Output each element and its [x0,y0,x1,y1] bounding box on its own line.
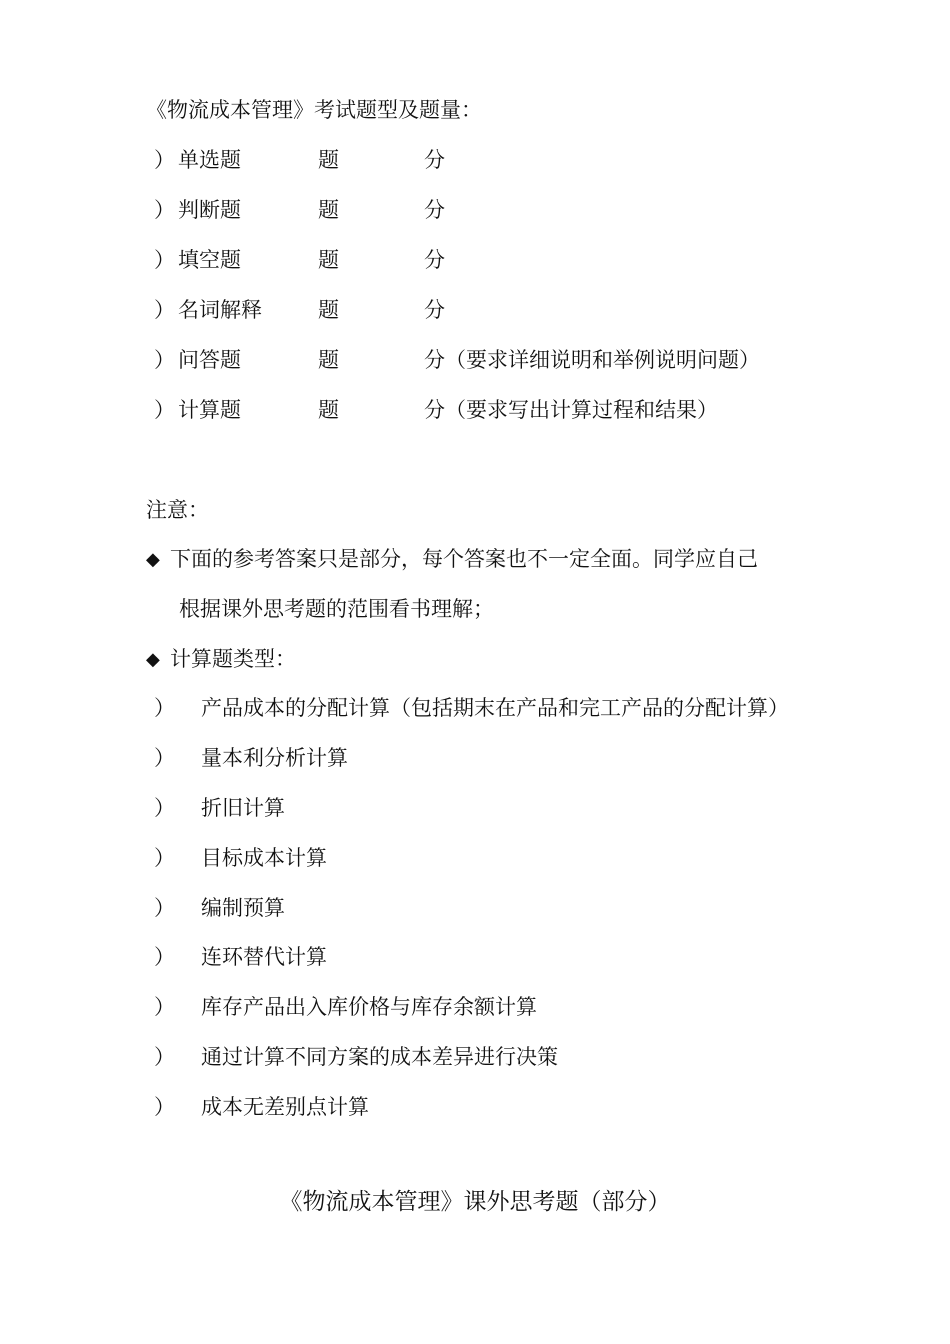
calc-type-text: 库存产品出入库价格与库存余额计算 [201,995,537,1019]
calc-type-item [154,744,854,772]
question-type-row [154,346,854,374]
question-type-row [154,396,854,424]
calc-types-bullet [146,645,296,674]
calc-type-text: 通过计算不同方案的成本差异进行决策 [201,1045,558,1069]
row-paren: ） [154,298,175,322]
question-count-unit: 题 [318,198,339,222]
row-paren: ） [154,995,175,1019]
row-paren: ） [154,796,175,820]
diamond-bullet-icon: ◆ [146,549,160,570]
notes-heading: 注意： [146,498,209,522]
calc-types-heading: 计算题类型： [170,647,296,671]
question-type-row [154,246,854,274]
question-type-row [154,196,854,224]
note-bullet [146,545,758,574]
calc-type-item [154,794,854,822]
question-type-name: 问答题 [178,348,241,372]
note-text: 下面的参考答案只是部分，每个答案也不一定全面。同学应自己 [170,547,758,571]
score-unit: 分 [424,148,445,172]
row-paren: ） [154,746,175,770]
section-title: 《物流成本管理》课外思考题（部分） [279,1189,671,1215]
question-type-row [154,146,854,174]
score-unit: 分 [424,298,445,322]
question-count-unit: 题 [318,398,339,422]
row-paren: ） [154,846,175,870]
row-paren: ） [154,148,175,172]
calc-type-item [154,1093,854,1121]
question-type-name: 判断题 [178,198,241,222]
row-paren: ） [154,248,175,272]
calc-type-text: 量本利分析计算 [201,746,348,770]
question-type-name: 名词解释 [178,298,262,322]
question-count-unit: 题 [318,248,339,272]
question-type-name: 单选题 [178,148,241,172]
score-unit: 分（要求写出计算过程和结果） [424,398,718,422]
calc-type-item [154,694,854,722]
question-count-unit: 题 [318,298,339,322]
row-paren: ） [154,945,175,969]
calc-type-item [154,993,854,1021]
row-paren: ） [154,696,175,720]
question-count-unit: 题 [318,148,339,172]
calc-type-text: 折旧计算 [201,796,285,820]
row-paren: ） [154,398,175,422]
diamond-bullet-icon: ◆ [146,649,160,670]
question-type-name: 填空题 [178,248,241,272]
note-text-continuation: 根据课外思考题的范围看书理解； [179,597,494,621]
question-type-name: 计算题 [178,398,241,422]
calc-type-text: 目标成本计算 [201,846,327,870]
calc-type-text: 产品成本的分配计算（包括期末在产品和完工产品的分配计算） [201,696,789,720]
calc-type-text: 编制预算 [201,896,285,920]
calc-type-text: 成本无差别点计算 [201,1095,369,1119]
calc-type-text: 连环替代计算 [201,945,327,969]
row-paren: ） [154,1045,175,1069]
question-count-unit: 题 [318,348,339,372]
row-paren: ） [154,896,175,920]
question-type-row [154,296,854,324]
calc-type-item [154,1043,854,1071]
row-paren: ） [154,1095,175,1119]
exam-title: 《物流成本管理》考试题型及题量： [146,98,482,122]
calc-type-item [154,943,854,971]
calc-type-item [154,844,854,872]
score-unit: 分 [424,248,445,272]
score-unit: 分 [424,198,445,222]
row-paren: ） [154,348,175,372]
calc-type-item [154,894,854,922]
score-unit: 分（要求详细说明和举例说明问题） [424,348,760,372]
row-paren: ） [154,198,175,222]
